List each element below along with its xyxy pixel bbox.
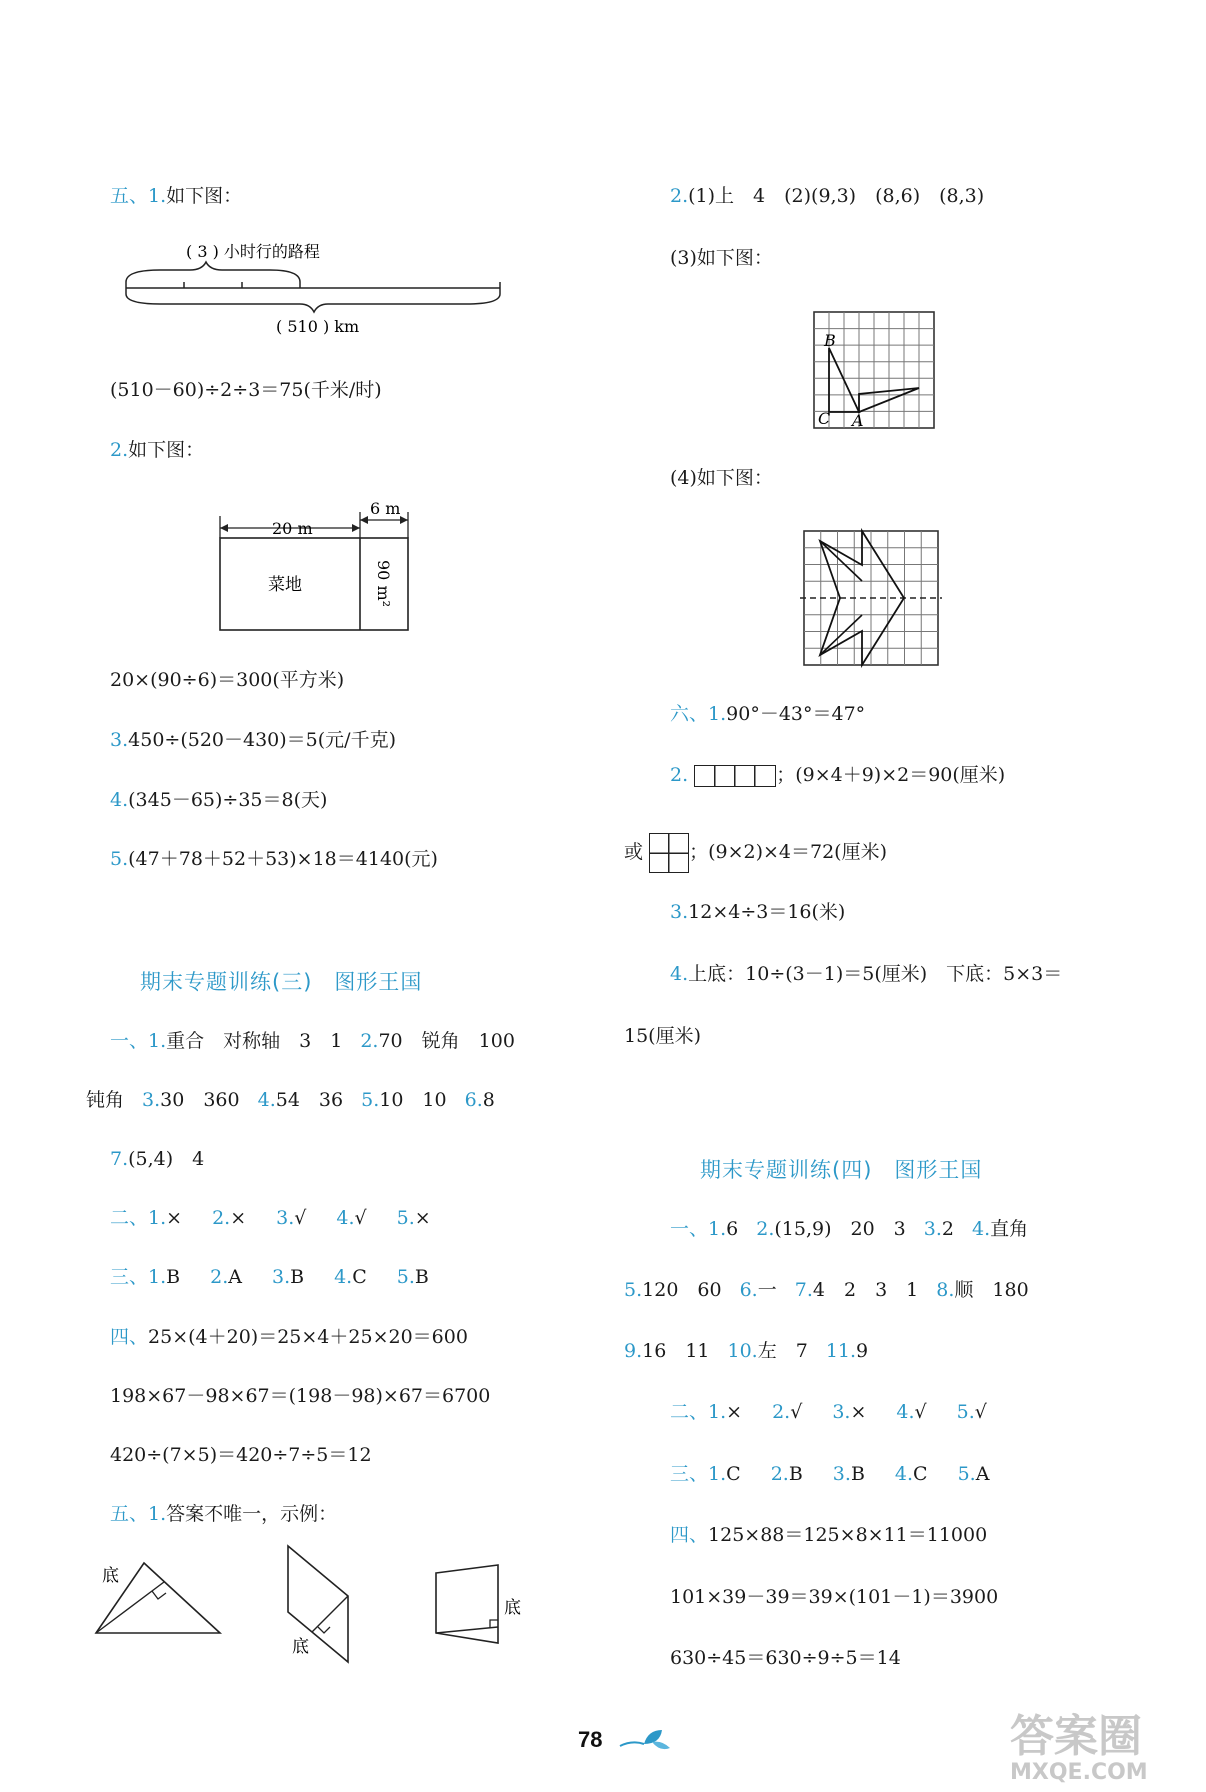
q2-line <box>670 1400 987 1424</box>
p2-line <box>110 1206 431 1230</box>
base-label: 底 <box>102 1566 119 1586</box>
s5-3-text: 450÷(520－430)＝5(元/千克) <box>128 729 396 751</box>
answer-num: 三、1. <box>110 1266 167 1288</box>
triangle-height <box>96 1582 164 1633</box>
segment-bottom-brace <box>126 294 500 312</box>
answer-num: 3. <box>670 901 689 923</box>
field-small-area-label: 90 m² <box>374 560 393 608</box>
answer-text: C <box>352 1266 367 1288</box>
squares-grid-figure <box>649 833 689 873</box>
q1-line1 <box>670 1217 1028 1241</box>
s5-2-num: 2. <box>110 439 129 461</box>
answer-num: 2. <box>210 1266 229 1288</box>
answer-num: 3. <box>142 1089 161 1111</box>
answer-num: 2. <box>670 764 689 786</box>
answer-num: 8. <box>936 1279 955 1301</box>
right-angle-mark <box>152 1591 166 1599</box>
point-c-label: C <box>818 409 831 428</box>
watermark-title: 答案圈 <box>1010 1711 1142 1762</box>
r6-3-line <box>670 900 845 924</box>
answer-text: √ <box>354 1207 367 1229</box>
r6-2b-line <box>624 833 887 873</box>
answer-text: A <box>975 1463 990 1485</box>
answer-text: B <box>788 1463 803 1485</box>
section-heading-4: 期末专题训练(四) 图形王国 <box>700 1158 983 1182</box>
answer-num: 4. <box>896 1401 915 1423</box>
answer-text: 6 <box>726 1218 739 1240</box>
answer-num: 3. <box>832 1401 851 1423</box>
q3-line <box>670 1462 989 1486</box>
base-label: 底 <box>504 1598 521 1618</box>
answer-num: 4. <box>670 963 689 985</box>
parallelogram-height <box>312 1596 348 1632</box>
answer-text: 10 10 <box>379 1089 447 1111</box>
p4-line3: 420÷(7×5)＝420÷7÷5＝12 <box>110 1444 372 1466</box>
answer-text: 钝角 <box>86 1089 125 1111</box>
answer-text: 答案不唯一，示例： <box>166 1503 338 1525</box>
answer-num: 4. <box>336 1207 355 1229</box>
answer-num: 6. <box>464 1089 483 1111</box>
answer-text: ；(9×2)×4＝72(厘米) <box>689 841 887 863</box>
answer-text: 16 11 <box>642 1340 710 1362</box>
segment-top-label: ( 3 ) 小时行的路程 <box>186 242 320 261</box>
answer-num: 5. <box>624 1279 643 1301</box>
answer-num: 2. <box>772 1401 791 1423</box>
p1-line1 <box>110 1029 515 1053</box>
answer-text: √ <box>914 1401 927 1423</box>
answer-text: 重合 对称轴 3 1 <box>166 1030 343 1052</box>
answer-text: 直角 <box>990 1218 1029 1240</box>
s5-5-text: (47＋78＋52＋53)×18＝4140(元) <box>128 848 438 870</box>
r6-4-line <box>670 962 1062 986</box>
answer-text: 9 <box>856 1340 869 1362</box>
segment-top-brace <box>126 262 300 282</box>
triangle-figure <box>90 1555 230 1645</box>
answer-text: ；(9×4＋9)×2＝90(厘米) <box>776 764 1006 786</box>
watermark-url: MXQE.COM <box>1010 1760 1148 1785</box>
grid-figure-1 <box>810 308 940 433</box>
answer-text: (15,9) 20 3 <box>774 1218 906 1240</box>
answer-num: 一、1. <box>110 1030 167 1052</box>
answer-text: 25×(4＋20)＝25×4＋25×20＝600 <box>148 1326 468 1348</box>
answer-text: √ <box>294 1207 307 1229</box>
p1-line2 <box>86 1088 495 1112</box>
field-width1-label: 20 m <box>272 519 313 538</box>
answer-text: C <box>726 1463 741 1485</box>
s5-3-num: 3. <box>110 729 129 751</box>
answer-num: 5. <box>956 1401 975 1423</box>
answer-num: 6. <box>739 1279 758 1301</box>
answer-text: × <box>726 1401 743 1423</box>
parallelogram-figure <box>280 1540 380 1670</box>
p3-line <box>110 1265 429 1289</box>
segment-diagram <box>120 240 510 340</box>
squares-row-figure <box>694 765 776 787</box>
field-vegetable-label: 菜地 <box>268 575 302 595</box>
answer-num: 7. <box>110 1148 129 1170</box>
answer-num: 4. <box>972 1218 991 1240</box>
field-diagram <box>210 498 430 640</box>
s5-1-text: 如下图： <box>166 185 243 207</box>
answer-text: 上底：10÷(3－1)＝5(厘米) 下底：5×3＝ <box>688 963 1063 985</box>
answer-num: 4. <box>894 1463 914 1485</box>
answer-text: B <box>290 1266 305 1288</box>
s5-1-calc: (510－60)÷2÷3＝75(千米/时) <box>110 379 382 401</box>
answer-text: 12×4÷3＝16(米) <box>688 901 846 923</box>
page-number: 78 <box>578 1727 603 1752</box>
answer-text: × <box>414 1207 431 1229</box>
q1-line3 <box>624 1339 868 1363</box>
answer-text: × <box>850 1401 867 1423</box>
q4-line1 <box>670 1523 987 1547</box>
s5-2-calc: 20×(90÷6)＝300(平方米) <box>110 669 345 691</box>
r6-2-line <box>670 763 1005 787</box>
answer-num: 2. <box>212 1207 231 1229</box>
answer-num: 四、 <box>110 1326 149 1348</box>
r2-line <box>670 184 984 208</box>
answer-num: 2. <box>756 1218 775 1240</box>
answer-text: 90°－43°＝47° <box>726 703 866 725</box>
base-label: 底 <box>292 1637 309 1657</box>
answer-text: × <box>230 1207 247 1229</box>
q4-line2: 101×39－39＝39×(101－1)＝3900 <box>670 1586 999 1608</box>
trapezoid-figure <box>430 1555 550 1655</box>
r2-3-line: (3)如下图： <box>670 247 773 269</box>
answer-num: 2. <box>670 185 689 207</box>
grid-figure-2 <box>800 527 942 669</box>
answer-num: 五、1. <box>110 1503 167 1525</box>
s5-5-num: 5. <box>110 848 129 870</box>
q4-line3: 630÷45＝630÷9÷5＝14 <box>670 1647 901 1669</box>
answer-num: 2. <box>360 1030 379 1052</box>
answer-text: 54 36 <box>275 1089 344 1111</box>
answer-text: 左 7 <box>757 1340 808 1362</box>
p4-line1 <box>110 1325 468 1349</box>
answer-text: √ <box>790 1401 803 1423</box>
answer-num: 10. <box>727 1340 758 1362</box>
p4-line2: 198×67－98×67＝(198－98)×67＝6700 <box>110 1385 491 1407</box>
p1-line3 <box>110 1147 204 1171</box>
answer-text: 120 60 <box>642 1279 722 1301</box>
answer-text: C <box>913 1463 928 1485</box>
answer-text: 70 锐角 100 <box>378 1030 515 1052</box>
s5-4-num: 4. <box>110 789 129 811</box>
answer-text: 顺 180 <box>954 1279 1029 1301</box>
answer-num: 5. <box>396 1207 415 1229</box>
q1-line2 <box>624 1278 1029 1302</box>
answer-text: 或 <box>624 841 644 863</box>
answer-num: 三、1. <box>670 1463 727 1485</box>
right-angle-mark <box>318 1627 330 1633</box>
answer-num: 四、 <box>670 1524 709 1546</box>
answer-num: 5. <box>361 1089 380 1111</box>
field-arrow <box>220 516 408 532</box>
s5-1-num: 五、1. <box>110 185 167 207</box>
answer-num: 5. <box>957 1463 976 1485</box>
trapezoid-height <box>436 1627 498 1633</box>
answer-num: 4. <box>334 1266 353 1288</box>
p5-line <box>110 1502 337 1526</box>
answer-text: B <box>850 1463 865 1485</box>
answer-num: 5. <box>396 1266 415 1288</box>
answer-num: 二、1. <box>110 1207 167 1229</box>
answer-text: B <box>414 1266 429 1288</box>
r2-4-line: (4)如下图： <box>670 467 773 489</box>
answer-text: 2 <box>941 1218 955 1240</box>
answer-num: 3. <box>276 1207 295 1229</box>
answer-text: A <box>228 1266 242 1288</box>
answer-num: 4. <box>257 1089 276 1111</box>
section-heading-3: 期末专题训练(三) 图形王国 <box>140 970 423 994</box>
answer-text: 一 <box>757 1279 777 1301</box>
answer-num: 3. <box>832 1463 851 1485</box>
point-a-label: A <box>852 411 864 430</box>
answer-text: √ <box>974 1401 987 1423</box>
s5-3-line <box>110 728 396 752</box>
s5-2-text: 如下图： <box>128 439 205 461</box>
point-b-label: B <box>824 331 836 350</box>
answer-text: (5,4) 4 <box>128 1148 205 1170</box>
answer-text: (1)上 4 (2)(9,3) (8,6) (8,3) <box>688 185 985 207</box>
r6-4-cont: 15(厘米) <box>624 1025 702 1047</box>
answer-num: 一、1. <box>670 1218 727 1240</box>
answer-text: B <box>166 1266 181 1288</box>
answer-num: 7. <box>794 1279 813 1301</box>
r6-1-line <box>670 702 865 726</box>
answer-num: 9. <box>624 1340 643 1362</box>
answer-text: 4 2 3 1 <box>812 1279 919 1301</box>
leaf-decoration-icon <box>618 1726 678 1758</box>
s5-1-line <box>110 184 242 208</box>
answer-num: 3. <box>271 1266 291 1288</box>
s5-2-line <box>110 438 204 462</box>
answer-text: 8 <box>482 1089 495 1111</box>
answer-num: 11. <box>825 1340 857 1362</box>
answer-num: 2. <box>770 1463 789 1485</box>
field-width2-label: 6 m <box>370 499 401 518</box>
s5-4-line <box>110 788 327 812</box>
answer-num: 二、1. <box>670 1401 727 1423</box>
trapezoid-shape <box>436 1565 498 1643</box>
s5-4-text: (345－65)÷35＝8(天) <box>128 789 328 811</box>
answer-num: 3. <box>923 1218 942 1240</box>
answer-num: 六、1. <box>670 703 727 725</box>
answer-text: 30 360 <box>160 1089 240 1111</box>
segment-bottom-label: ( 510 ) km <box>276 317 360 336</box>
s5-5-line <box>110 847 438 871</box>
grid-lines <box>814 312 934 428</box>
answer-text: × <box>166 1207 183 1229</box>
answer-text: 125×88＝125×8×11＝11000 <box>708 1524 988 1546</box>
